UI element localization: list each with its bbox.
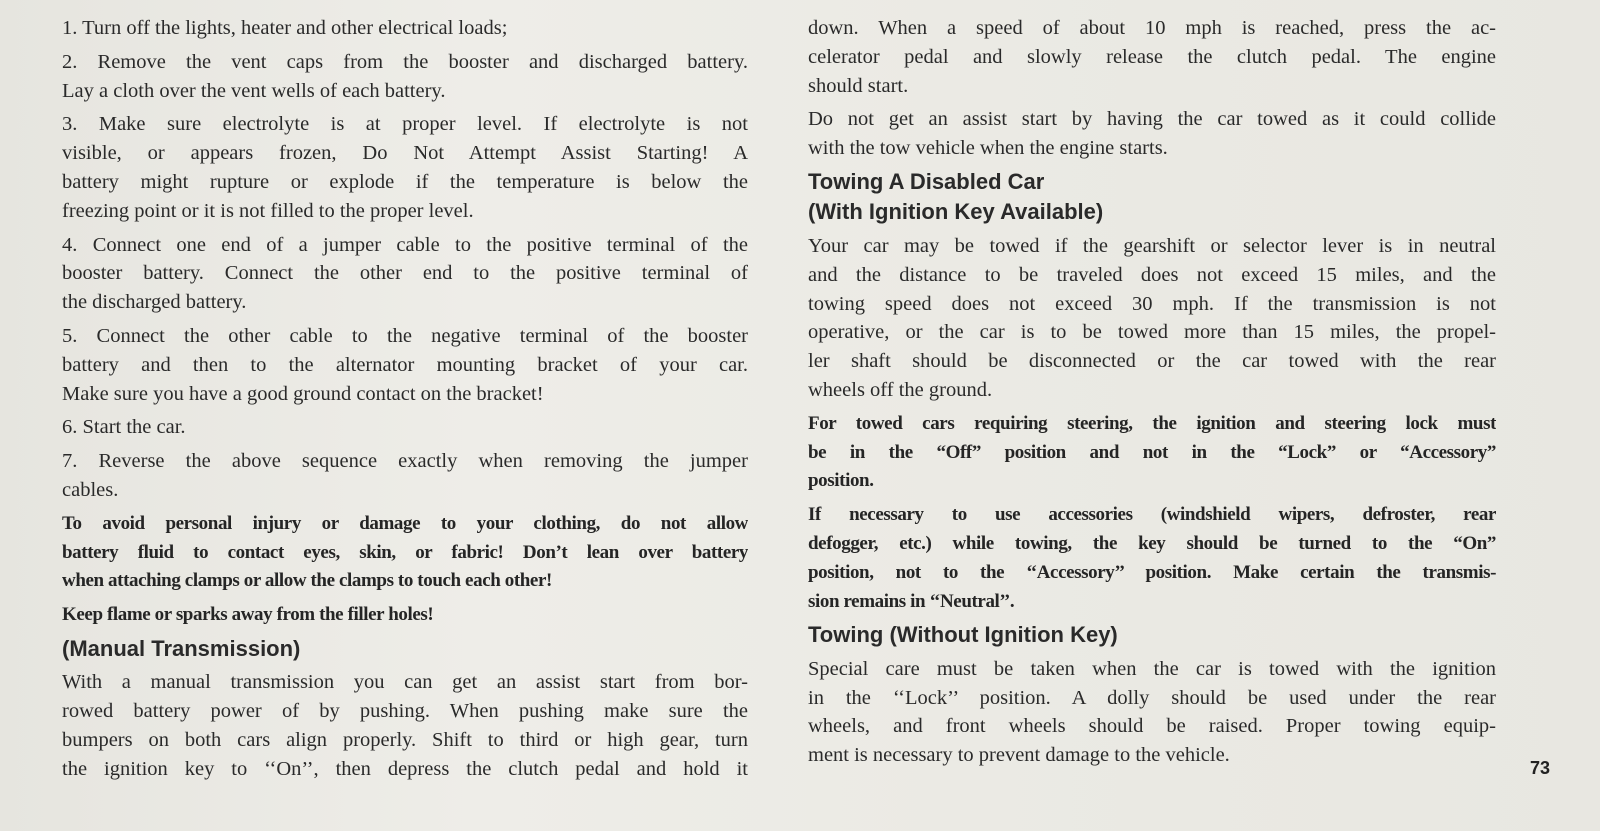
paragraph: [62, 14, 748, 43]
paragraph: [808, 232, 1496, 405]
text-line: 7. Reverse the above sequence exactly when removing the jumper: [62, 450, 748, 473]
heading-line: (With Ignition Key Available): [808, 199, 1104, 225]
text-line: 2. Remove the vent caps from the booster and discharged battery.: [62, 50, 748, 73]
paragraph: [62, 322, 748, 408]
text-line: battery and then to the alternator mounting bracket of your car.: [62, 353, 748, 376]
text-line: battery fluid to contact eyes, skin, or fabric! Don’t lean over battery: [62, 541, 748, 563]
text-line: ler shaft should be disconnected or the car towed with the rear: [808, 350, 1496, 373]
text-line: booster battery. Connect the other end to the positive terminal of: [62, 262, 748, 285]
text-line: If necessary to use accessories (windshield wipers, defroster, rear: [808, 504, 1496, 526]
text-line: wheels off the ground.: [808, 378, 993, 401]
text-line: in the ‘‘Lock’’ position. A dolly should be used under the rear: [808, 686, 1496, 709]
text-line: with the tow vehicle when the engine starts.: [808, 137, 1168, 160]
paragraph: [62, 447, 748, 505]
paragraph: [62, 413, 748, 442]
text-line: down. When a speed of about 10 mph is reached, press the ac-: [808, 17, 1496, 39]
warning-paragraph: [808, 501, 1496, 616]
text-line: For towed cars requiring steering, the ignition and steering lock must: [808, 412, 1496, 434]
text-line: the ignition key to ‘‘On’’, then depress the clutch pedal and hold it: [62, 757, 748, 780]
text-line: the discharged battery.: [62, 291, 247, 314]
paragraph: [62, 110, 748, 225]
warning-paragraph: [808, 410, 1496, 496]
page-number: 73: [1530, 758, 1551, 778]
paragraph: [62, 668, 748, 783]
warning-paragraph: [62, 510, 748, 596]
text-line: battery might rupture or explode if the temperature is below the: [62, 170, 748, 193]
text-line: 3. Make sure electrolyte is at proper level. If electrolyte is not: [62, 113, 748, 136]
text-line: cables.: [62, 478, 119, 501]
text-line: 5. Connect the other cable to the negative terminal of the booster: [62, 324, 748, 347]
text-line: visible, or appears frozen, Do Not Attempt Assist Starting! A: [62, 142, 748, 165]
text-line: bumpers on both cars align properly. Shift to third or high gear, turn: [62, 729, 748, 752]
heading-line: Towing (Without Ignition Key): [808, 622, 1118, 648]
text-line: towing speed does not exceed 30 mph. If the transmission is not: [808, 292, 1496, 315]
paragraph: [808, 655, 1496, 770]
text-line: Special care must be taken when the car is towed with the ignition: [808, 657, 1496, 680]
text-line: Make sure you have a good ground contact on the bracket!: [62, 382, 544, 405]
text-line: freezing point or it is not filled to the proper level.: [62, 199, 474, 222]
text-line: Lay a cloth over the vent wells of each battery.: [62, 79, 446, 102]
paragraph: [62, 48, 748, 106]
text-line: 6. Start the car.: [62, 416, 186, 439]
text-line: should start.: [808, 74, 909, 97]
text-line: ment is necessary to prevent damage to the vehicle.: [808, 744, 1230, 767]
right-column: [808, 14, 1496, 775]
text-line: wheels, and front wheels should be raised. Proper towing equip-: [808, 715, 1496, 738]
heading-line: (Manual Transmission): [62, 635, 301, 661]
text-line: and the distance to be traveled does not exceed 15 miles, and the: [808, 263, 1496, 286]
text-line: celerator pedal and slowly release the clutch pedal. The engine: [808, 45, 1496, 68]
text-line: sion remains in ‘‘Neutral’’.: [808, 590, 1015, 612]
text-line: To avoid personal injury or damage to your clothing, do not allow: [62, 512, 748, 534]
text-line: operative, or the car is to be towed more than 15 miles, the propel-: [808, 321, 1496, 344]
heading-line: Towing A Disabled Car: [808, 168, 1045, 194]
text-line: Keep flame or sparks away from the filler holes!: [62, 604, 434, 626]
text-line: With a manual transmission you can get an assist start from bor-: [62, 671, 748, 694]
text-line: Do not get an assist start by having the car towed as it could collide: [808, 108, 1496, 131]
paragraph: [808, 105, 1496, 163]
text-line: when attaching clamps or allow the clamps to touch each other!: [62, 570, 552, 592]
text-line: position.: [808, 470, 874, 492]
section-heading: [808, 621, 1496, 650]
text-line: be in the “Off” position and not in the “Lock” or “Accessory”: [808, 441, 1496, 463]
paragraph: [808, 14, 1496, 100]
text-line: 1. Turn off the lights, heater and other electrical loads;: [62, 17, 508, 39]
section-heading: [62, 635, 748, 664]
text-line: 4. Connect one end of a jumper cable to the positive terminal of the: [62, 233, 748, 256]
section-heading: [808, 168, 1496, 227]
text-line: rowed battery power of by pushing. When pushing make sure the: [62, 700, 748, 723]
text-line: position, not to the ‘‘Accessory’’ position. Make certain the transmis-: [808, 561, 1496, 583]
paragraph: [62, 231, 748, 317]
warning-paragraph: [62, 601, 748, 630]
left-column: [62, 14, 748, 789]
text-line: Your car may be towed if the gearshift or selector lever is in neutral: [808, 234, 1496, 257]
text-line: defogger, etc.) while towing, the key should be turned to the “On”: [808, 532, 1496, 554]
